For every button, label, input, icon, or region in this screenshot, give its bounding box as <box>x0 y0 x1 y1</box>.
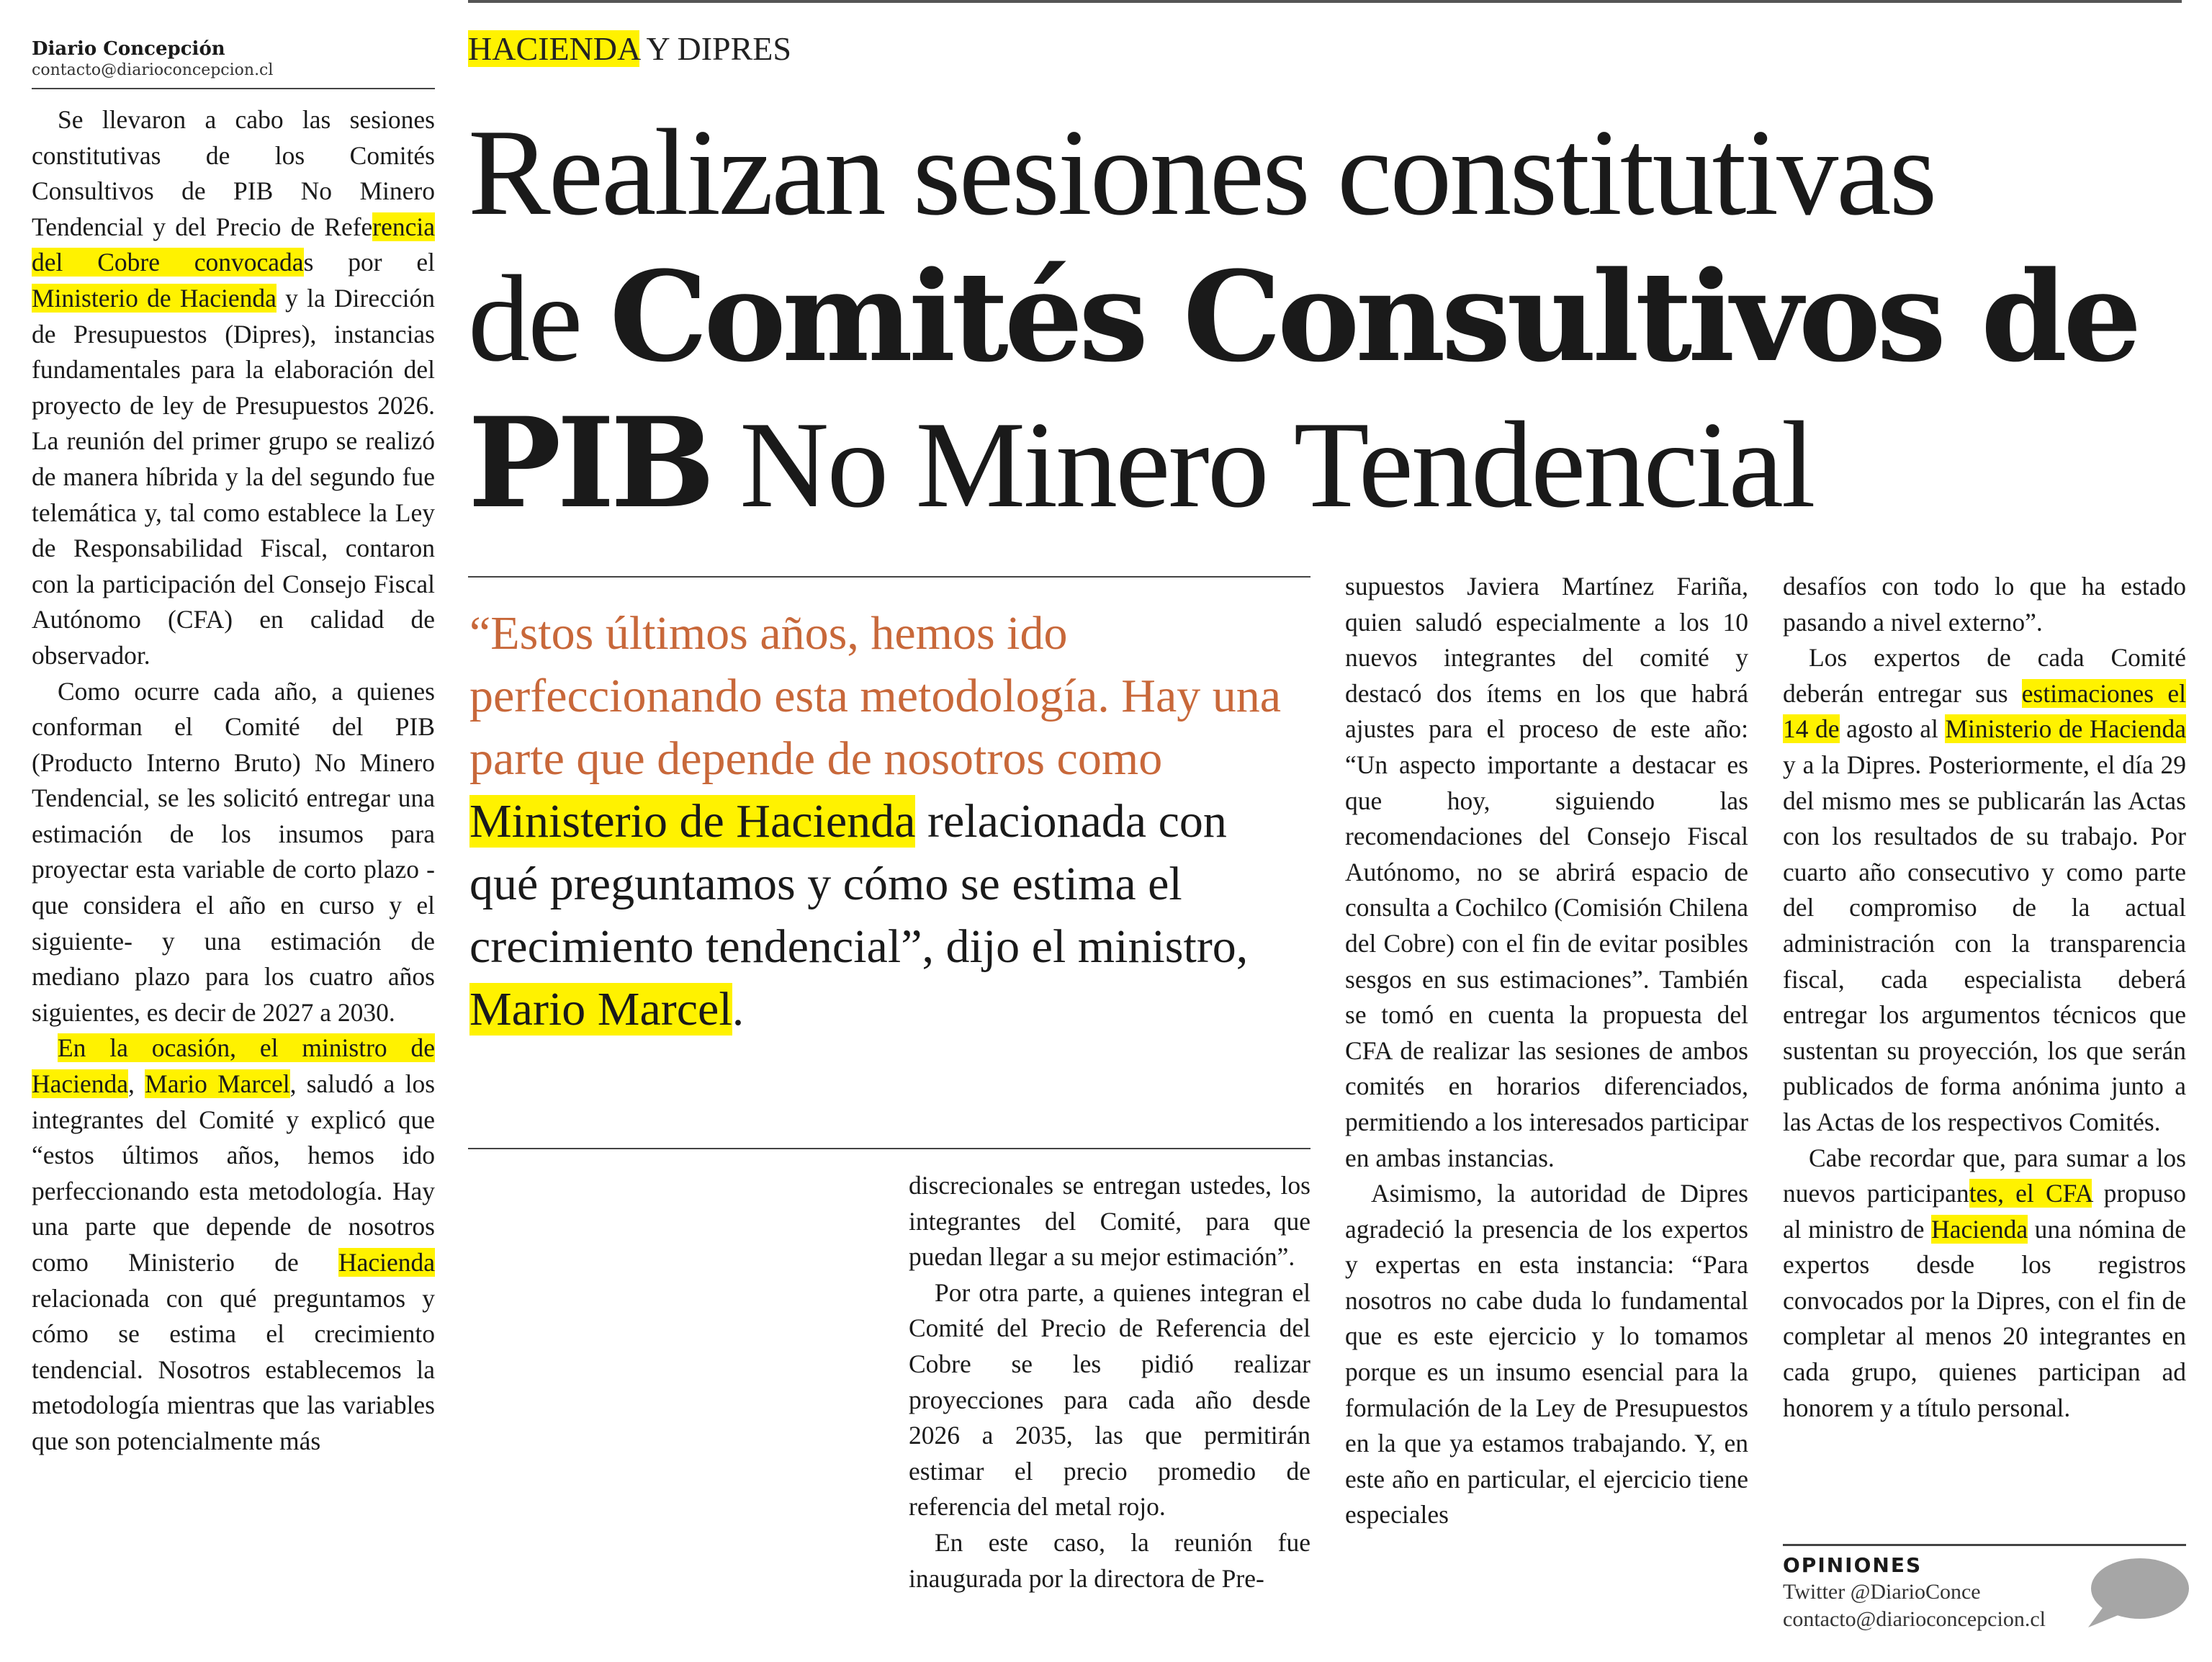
highlight: Mario Marcel <box>469 983 732 1036</box>
col1-paragraph-3: En la ocasión, el ministro de Hacienda, Mario Marcel, saludó a los integrantes del Comité y explicó que “estos últimos años, hemos ido perfeccionando esta metodología. Hay una parte que depende de nosotros como Ministerio de Hacienda relacionada con qué preguntamos y cómo se estima el crecimiento tendencial. Nosotros establecemos la metodología mientras que las variables que son potencialmente más <box>32 1033 436 1455</box>
col4-paragraph-1: desafíos con todo lo que ha estado pasando a nivel externo”. <box>1783 572 2186 637</box>
highlight: Ministerio de Hacienda <box>1945 714 2186 744</box>
highlight: Ministerio de Hacienda <box>469 795 916 848</box>
col1-paragraph-1: Se llevaron a cabo las sesiones constitutivas de los Comités Consultivos de PIB No Minero Tendencial y del Precio de Referencia del Cobre convocadas por el Ministerio de Hacienda y la Dirección de Presupuestos (Dipres), instancias fundamentales para la elaboración del proyecto de ley de Presupuestos 2026. La reunión del primer grupo se realizó de manera híbrida y la del segundo fue telemática y, tal como establece la Ley de Responsabilidad Fiscal, contaron con la participación del Consejo Fiscal Autónomo (CFA) en calidad de observador. <box>32 105 435 670</box>
kicker-rest: Y DIPRES <box>639 30 791 67</box>
footer-rule <box>1783 1544 2186 1546</box>
headline-bold: PIB <box>468 390 711 536</box>
headline-line-1: Realizan sesiones constitutivas <box>468 104 1936 241</box>
headline: Realizan sesiones constitutivas de Comités Consultivos de PIB No Minero Tendencial <box>468 104 2138 536</box>
kicker-highlight: HACIENDA <box>468 30 639 67</box>
headline-bold: Comités Consultivos de <box>609 243 2138 390</box>
pull-quote: “Estos últimos años, hemos ido perfeccionando esta metodología. Hay una parte que depende de nosotros como Ministerio de Hacienda relacionada con qué preguntamos y cómo se estima el crecimiento tendencial”, dijo el ministro, Mario Marcel. <box>469 607 1282 1036</box>
highlight: Mario Marcel <box>145 1069 290 1099</box>
highlight: En la ocasión, el ministro de Hacienda <box>32 1033 435 1099</box>
quote-rule-top <box>468 576 1310 578</box>
highlight: rencia del Cobre convocada <box>32 212 435 277</box>
speech-bubble-icon <box>2082 1555 2190 1630</box>
col3-paragraph-1: supuestos Javiera Martínez Fariña, quien saludó especialmente a los 10 nuevos integrantes del comité y destacó dos ítems en los que habrá ajustes para el proceso de este año: “Un aspecto importante a destacar es que hoy, siguiendo las recomendaciones del Consejo Fiscal Autónomo, no se abrirá espacio de consulta a Cochilco (Comisión Chilena del Cobre) con el fin de evitar posibles sesgos en sus estimaciones”. También se tomó en cuenta la propuesta del CFA de realizar las sesiones de ambos comités en horarios diferenciados, permitiendo a los interesados participar en ambas instancias. <box>1345 572 1748 1172</box>
masthead-email: contacto@diarioconcepcion.cl <box>32 61 274 79</box>
highlight: Hacienda <box>1931 1214 2028 1244</box>
column-4-text <box>1783 569 2186 1426</box>
col2-paragraph-2: Por otra parte, a quienes integran el Comité del Precio de Referencia del Cobre se les pidió realizar proyecciones para cada año desde 2026 a 2035, las que permitirán estimar el precio promedio de referencia del metal rojo. <box>909 1277 1310 1522</box>
opinions-footer <box>1783 1553 2085 1633</box>
masthead-rule <box>32 88 435 89</box>
col1-paragraph-2: Como ocurre cada año, a quienes conforman el Comité del PIB (Producto Interno Bruto) No Minero Tendencial, se les solicitó entregar una estimación de los insumos para proyectar esta variable de corto plazo -que considera el año en curso y el siguiente- y una estimación de mediano plazo para los cuatro años siguientes, es decir de 2027 a 2030. <box>32 676 435 1027</box>
column-3-text <box>1345 569 1748 1533</box>
contact-email[interactable]: contacto@diarioconcepcion.cl <box>1783 1607 2046 1631</box>
quote-rule-bottom <box>468 1148 1310 1149</box>
column-1-text <box>32 102 435 1460</box>
highlight: tes, el CFA <box>1969 1179 2092 1208</box>
col3-paragraph-2: Asimismo, la autoridad de Dipres agradeció la presencia de los expertos y expertas en esta instancia: “Para nosotros no cabe duda lo fundamental que es este ejercicio y lo tomamos porque es un insumo esencial para la formulación de la Ley de Presupuestos en la que ya estamos trabajando. Y, en este año en particular, el ejercicio tiene especiales <box>1345 1179 1748 1530</box>
twitter-handle[interactable]: Twitter @DiarioConce <box>1783 1580 1981 1604</box>
highlight: estimaciones el 14 de <box>1783 678 2186 744</box>
kicker <box>468 27 791 71</box>
highlight: Hacienda <box>338 1248 435 1277</box>
col2-paragraph-1: discrecionales se entregan ustedes, los integrantes del Comité, para que puedan llegar a su mejor estimación”. <box>909 1171 1310 1272</box>
left-column <box>32 37 435 1460</box>
masthead-brand: Diario Concepción <box>32 38 225 60</box>
top-rule <box>468 0 2182 3</box>
column-2-text <box>909 1168 1310 1596</box>
col4-paragraph-3: Cabe recordar que, para sumar a los nuevos participantes, el CFA propuso al ministro de Hacienda una nómina de expertos desde los registros convocados por la Dipres, con el fin de completar al menos 20 integrantes en cada grupo, quienes participan ad honorem y a título personal. <box>1783 1143 2186 1422</box>
col4-paragraph-2: Los expertos de cada Comité deberán entregar sus estimaciones el 14 de agosto al Ministerio de Hacienda y a la Dipres. Posteriormente, el día 29 del mismo mes se publicarán las Actas con los resultados de su trabajo. Por cuarto año consecutivo y como parte del compromiso de la actual administración con la transparencia fiscal, cada especialista deberá entregar los argumentos técnicos que sustentan su proyección, los que serán publicados de forma anónima junto a las Actas de los respectivos Comités. <box>1783 643 2186 1136</box>
col2-paragraph-3: En este caso, la reunión fue inaugurada por la directora de Pre- <box>909 1527 1310 1593</box>
opinions-title: OPINIONES <box>1783 1553 1923 1577</box>
highlight: Ministerio de Hacienda <box>32 283 276 313</box>
